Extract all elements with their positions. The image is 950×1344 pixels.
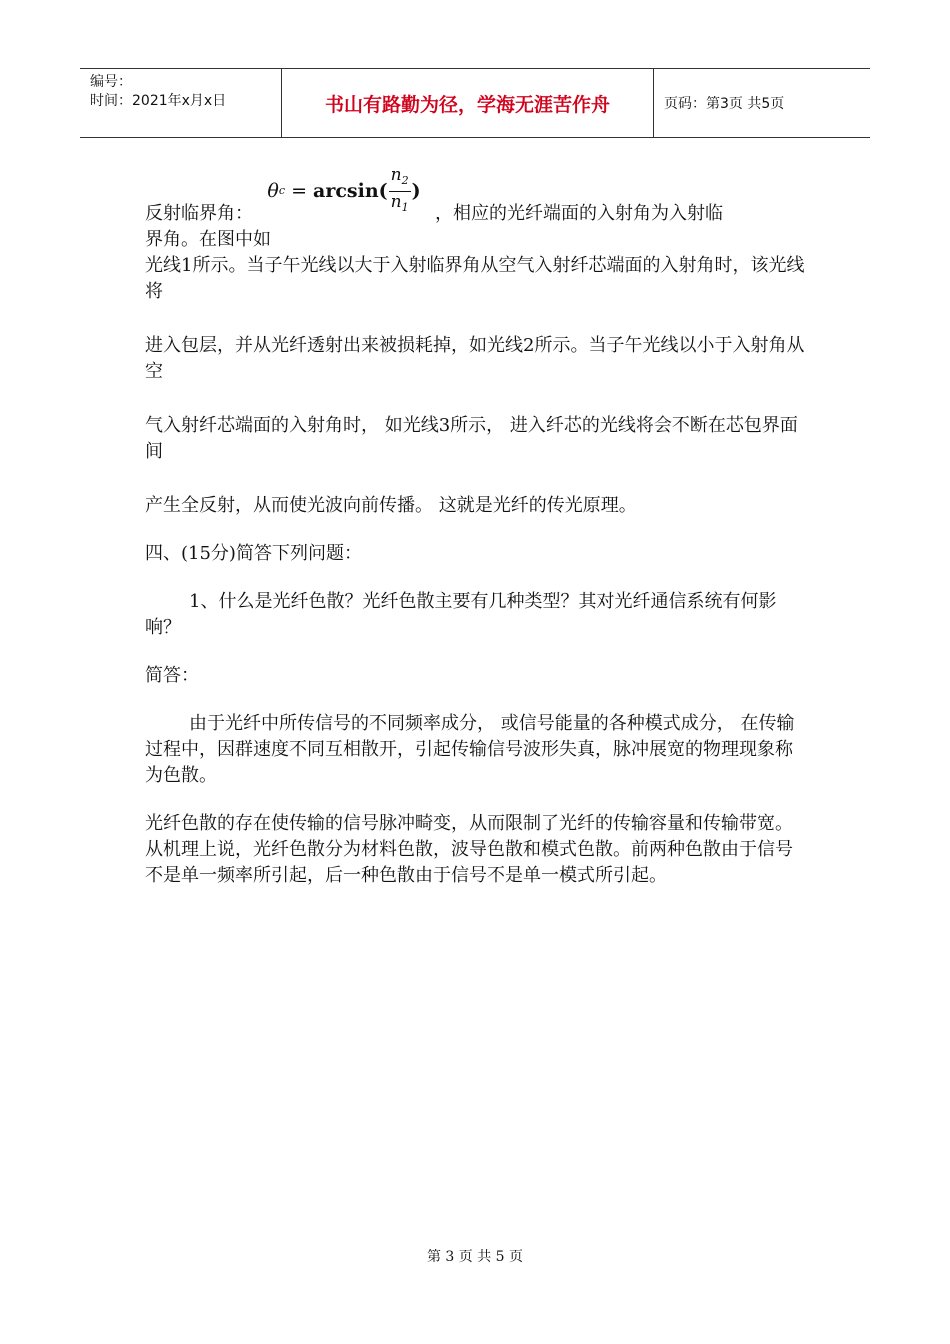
answer-paragraph-1: 由于光纤中所传信号的不同频率成分， 或信号能量的各种模式成分， 在传输过程中，因群速度不同互相散开，引起传输信号波形失真，脉冲展宽的物理现象称为色散。 xyxy=(145,713,795,786)
formula-num: n xyxy=(390,164,402,185)
number-label: 编号： xyxy=(90,74,132,90)
formula-den: n xyxy=(390,191,402,212)
question-1: 1、什么是光纤色散？光纤色散主要有几种类型？其对光纤通信系统有何影响？ xyxy=(145,591,777,638)
paragraph-3: 进入包层，并从光纤透射出来被损耗掉，如光线2所示。当子午光线以小于入射角从空 xyxy=(145,335,805,382)
answer-label: 简答： xyxy=(145,665,199,686)
formula-close: ) xyxy=(411,180,421,202)
answer-paragraph-2: 光纤色散的存在使传输的信号脉冲畸变，从而限制了光纤的传输容量和传输带宽。从机理上说，光纤色散分为材料色散，波导色散和模式色散。前两种色散由于信号不是单一频率所引起，后一种色散由于信号不是单一模式所引起。 xyxy=(145,813,793,886)
formula-theta-sub: c xyxy=(278,184,286,197)
formula-den-sub: 1 xyxy=(401,200,409,214)
paragraph-5: 产生全反射，从而使光波向前传播。 这就是光纤的传光原理。 xyxy=(145,495,637,516)
formula-theta: θ xyxy=(267,180,279,202)
time-label: 时间：2021年x月x日 xyxy=(90,93,227,109)
formula-func: arcsin( xyxy=(313,180,388,202)
page-header xyxy=(80,68,870,138)
paragraph-1-continued: 界角。在图中如 xyxy=(145,229,271,250)
formula-num-sub: 2 xyxy=(401,173,409,187)
critical-angle-label: 反射临界角： xyxy=(145,203,253,224)
header-page-info: 页码：第3页 共5页 xyxy=(664,96,785,112)
header-motto: 书山有路勤为径，学海无涯苦作舟 xyxy=(282,69,654,137)
header-meta xyxy=(80,69,282,137)
critical-angle-suffix: ，相应的光纤端面的入射角为入射临 xyxy=(435,203,723,224)
section-heading: 四、(15分)简答下列问题： xyxy=(145,543,362,564)
paragraph-4: 气入射纤芯端面的入射角时， 如光线3所示， 进入纤芯的光线将会不断在芯包界面间 xyxy=(145,415,798,462)
page-footer: 第 3 页 共 5 页 xyxy=(426,1249,524,1265)
critical-angle-line xyxy=(145,155,805,227)
formula-eq: = xyxy=(285,180,314,202)
paragraph-2: 光线1所示。当子午光线以大于入射临界角从空气入射纤芯端面的入射角时，该光线将 xyxy=(145,255,805,302)
critical-angle-formula xyxy=(265,155,423,227)
document-body xyxy=(145,155,805,889)
formula-fraction xyxy=(389,165,411,218)
